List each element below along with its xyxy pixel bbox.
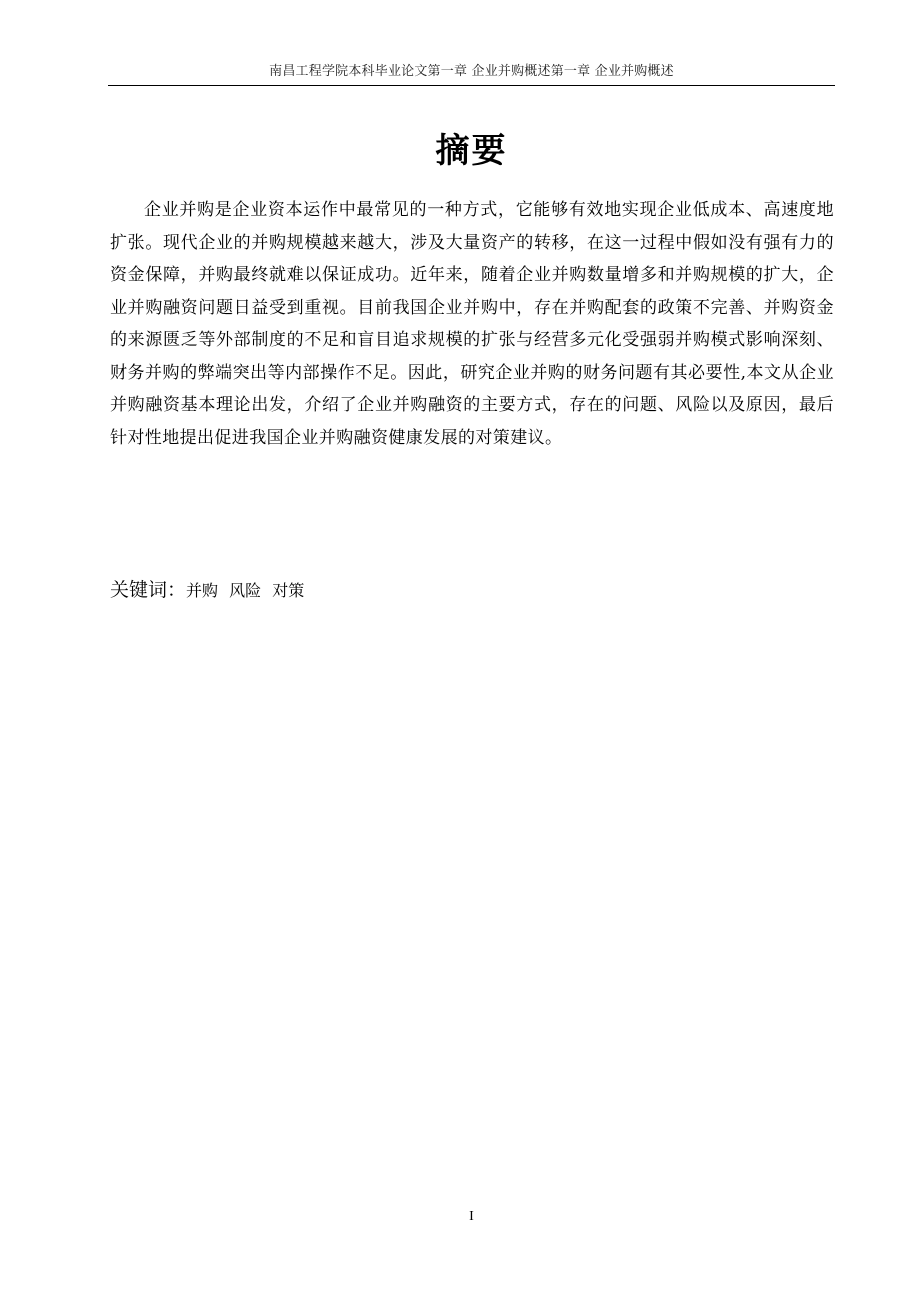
abstract-title: 摘要 bbox=[435, 131, 508, 171]
header-divider bbox=[108, 85, 835, 86]
keywords-line bbox=[110, 574, 834, 607]
running-header: 南昌工程学院本科毕业论文第一章 企业并购概述第一章 企业并购概述 bbox=[269, 64, 674, 79]
keywords-values: 并购 风险 对策 bbox=[186, 581, 305, 600]
page-number: I bbox=[469, 1209, 474, 1224]
abstract-body: 企业并购是企业资本运作中最常见的一种方式，它能够有效地实现企业低成本、高速度地扩张。现代企业的并购规模越来越大，涉及大量资产的转移，在这一过程中假如没有强有力的资金保障，并购最终就难以保证成功。近年来，随着企业并购数量增多和并购规模的扩大，企业并购融资问题日益受到重视。目前我国企业并购中，存在并购配套的政策不完善、并购资金的来源匮乏等外部制度的不足和盲目追求规模的扩张与经营多元化受强弱并购模式影响深刻、财务并购的弊端突出等内部操作不足。因此，研究企业并购的财务问题有其必要性,本文从企业并购融资基本理论出发，介绍了企业并购融资的主要方式，存在的问题、风险以及原因，最后针对性地提出促进我国企业并购融资健康发展的对策建议。 bbox=[110, 200, 834, 448]
keywords-label: 关键词： bbox=[110, 579, 187, 601]
